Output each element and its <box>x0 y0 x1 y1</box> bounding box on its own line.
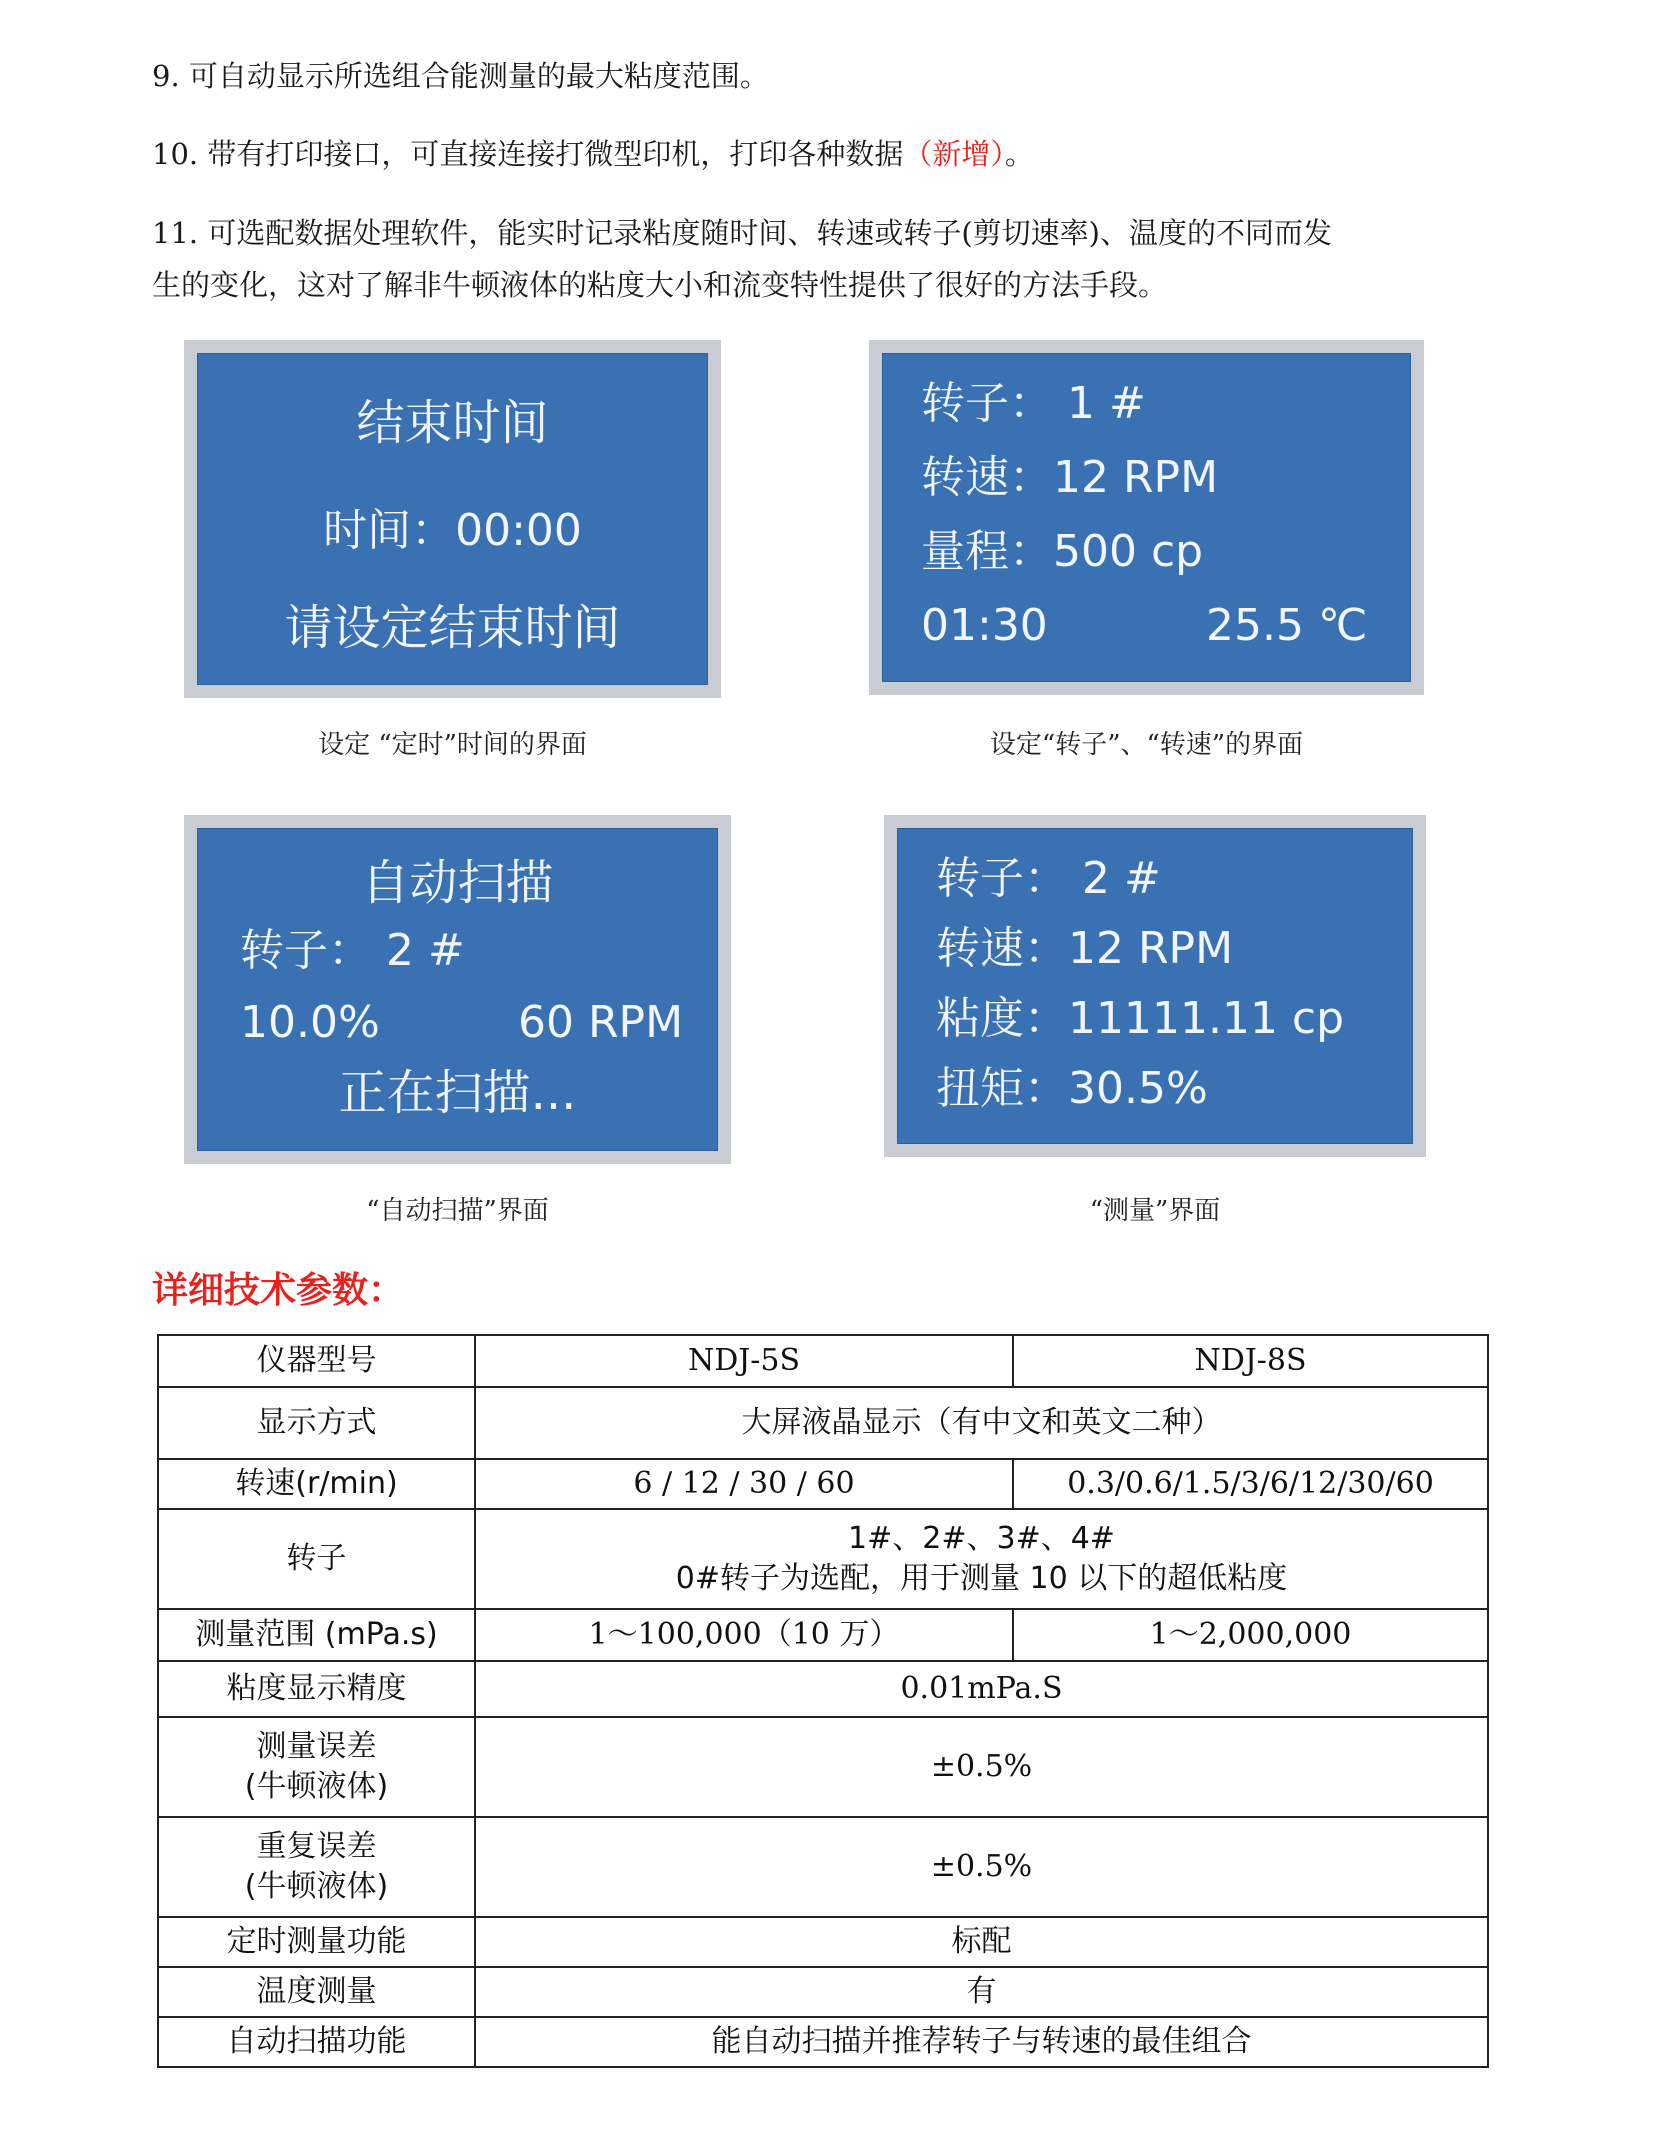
value-temperature: 有 <box>475 1967 1488 2017</box>
value-model-ndj8s: NDJ-8S <box>1013 1335 1488 1387</box>
table-row <box>158 1917 1488 1967</box>
rotor-speed-screen <box>869 340 1424 695</box>
feature-11-line1: 11. 可选配数据处理软件，能实时记录粘度随时间、转速或转子(剪切速率)、温度的不同而发 <box>152 216 1332 250</box>
table-row <box>158 1817 1488 1917</box>
table-row <box>158 1661 1488 1717</box>
auto-scan-screen <box>184 815 731 1164</box>
value-model-ndj5s: NDJ-5S <box>475 1335 1013 1387</box>
table-row <box>158 1335 1488 1387</box>
specs-title: 详细技术参数： <box>152 1270 405 1311</box>
measure-screen <box>884 815 1426 1157</box>
value-display: 大屏液晶显示（有中文和英文二种） <box>475 1387 1488 1459</box>
feature-10-text: 10. 带有打印接口，可直接连接打微型印机，打印各种数据 <box>152 137 904 171</box>
table-row <box>158 1387 1488 1459</box>
value-speed-ndj8s: 0.3/0.6/1.5/3/6/12/30/60 <box>1013 1459 1488 1509</box>
value-timing: 标配 <box>475 1917 1488 1967</box>
label-display: 显示方式 <box>158 1387 475 1459</box>
value-precision: 0.01mPa.S <box>475 1661 1488 1717</box>
feature-10-new-tag: （新增） <box>903 137 1005 171</box>
label-measure-error-line1: 测量误差 <box>256 1729 377 1764</box>
measure-screen-display <box>897 828 1413 1144</box>
measure-speed: 转速：12 RPM <box>936 923 1234 974</box>
feature-11-line2: 生的变化，这对了解非牛顿液体的粘度大小和流变特性提供了很好的方法手段。 <box>152 268 1168 302</box>
rotor-speed-range: 量程：500 cp <box>921 526 1204 577</box>
end-time-screen-display <box>197 353 708 685</box>
specs-table <box>157 1334 1489 2068</box>
auto-scan-rpm: 60 RPM <box>518 997 684 1048</box>
label-speed: 转速(r/min) <box>158 1459 475 1509</box>
table-row <box>158 2017 1488 2067</box>
table-row <box>158 1459 1488 1509</box>
auto-scan-rotor: 转子： 2 # <box>240 925 465 976</box>
value-autoscan: 能自动扫描并推荐转子与转速的最佳组合 <box>475 2017 1488 2067</box>
rotor-speed-caption: 设定“转子”、“转速”的界面 <box>989 730 1304 760</box>
label-measure-error-line2: (牛顿液体) <box>244 1769 389 1804</box>
auto-scan-title: 自动扫描 <box>361 855 554 911</box>
auto-scan-percent: 10.0% <box>240 997 380 1048</box>
value-rotor-line1: 1#、2#、3#、4# <box>848 1521 1115 1556</box>
end-time-title: 结束时间 <box>356 395 549 451</box>
label-repeat-error-line1: 重复误差 <box>256 1829 377 1864</box>
label-temperature: 温度测量 <box>158 1967 475 2017</box>
value-speed-ndj5s: 6 / 12 / 30 / 60 <box>475 1459 1013 1509</box>
rotor-speed-rotor: 转子： 1 # <box>921 378 1146 429</box>
rotor-speed-temperature: 25.5 ℃ <box>1206 600 1368 651</box>
label-repeat-error-line2: (牛顿液体) <box>244 1869 389 1904</box>
measure-rotor: 转子： 2 # <box>936 853 1161 904</box>
end-time-prompt: 请设定结束时间 <box>284 600 621 656</box>
label-rotor: 转子 <box>158 1509 475 1609</box>
rotor-speed-speed: 转速：12 RPM <box>921 452 1219 503</box>
label-range: 测量范围 (mPa.s) <box>158 1609 475 1661</box>
table-row <box>158 1609 1488 1661</box>
value-range-ndj5s: 1～100,000（10 万） <box>475 1609 1013 1661</box>
rotor-speed-screen-display <box>882 353 1411 682</box>
label-measure-error <box>158 1717 475 1817</box>
measure-viscosity: 粘度：11111.11 cp <box>936 993 1345 1044</box>
feature-9: 9. 可自动显示所选组合能测量的最大粘度范围。 <box>152 59 769 93</box>
auto-scan-caption: “自动扫描”界面 <box>366 1196 549 1226</box>
rotor-speed-time: 01:30 <box>921 600 1048 651</box>
measure-caption: “测量”界面 <box>1089 1196 1221 1226</box>
label-precision: 粘度显示精度 <box>158 1661 475 1717</box>
end-time-screen <box>184 340 721 698</box>
measure-torque: 扭矩：30.5% <box>936 1063 1208 1114</box>
label-timing: 定时测量功能 <box>158 1917 475 1967</box>
end-time-value: 时间：00:00 <box>323 505 582 556</box>
value-repeat-error: ±0.5% <box>475 1817 1488 1917</box>
auto-scan-screen-display <box>197 828 718 1151</box>
feature-10-end: 。 <box>1004 137 1034 171</box>
table-row <box>158 1717 1488 1817</box>
table-row <box>158 1967 1488 2017</box>
value-measure-error: ±0.5% <box>475 1717 1488 1817</box>
feature-11 <box>152 207 1522 311</box>
label-repeat-error <box>158 1817 475 1917</box>
label-autoscan: 自动扫描功能 <box>158 2017 475 2067</box>
label-model: 仪器型号 <box>158 1335 475 1387</box>
value-rotor <box>475 1509 1488 1609</box>
value-range-ndj8s: 1～2,000,000 <box>1013 1609 1488 1661</box>
value-rotor-line2: 0#转子为选配，用于测量 10 以下的超低粘度 <box>675 1561 1288 1596</box>
end-time-caption: 设定 “定时”时间的界面 <box>318 730 587 760</box>
table-row <box>158 1509 1488 1609</box>
auto-scan-status: 正在扫描... <box>338 1065 577 1121</box>
feature-10 <box>152 128 1522 180</box>
